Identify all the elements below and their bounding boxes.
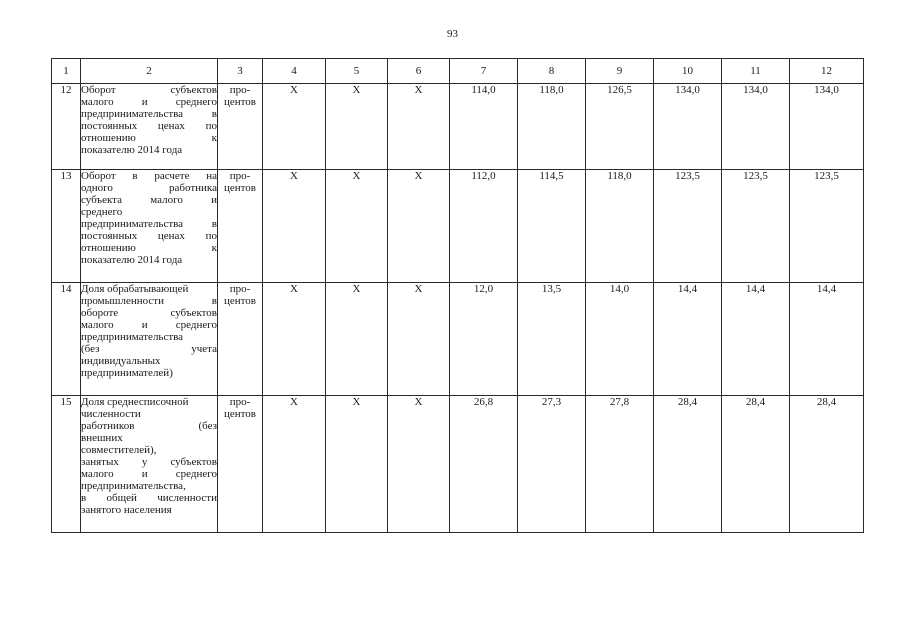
unit-line: про-	[229, 84, 251, 96]
value-cell: 123,5	[790, 170, 864, 283]
unit-cell	[218, 84, 263, 170]
unit-line: центов	[223, 182, 256, 194]
value-cell: 12,0	[450, 283, 518, 396]
value-cell: X	[263, 170, 326, 283]
table-row	[52, 396, 864, 533]
unit-cell	[218, 170, 263, 283]
value-cell: X	[326, 283, 388, 396]
indicator-table	[51, 58, 864, 533]
indicator-name-line: численности	[81, 408, 141, 420]
value-cell: X	[388, 283, 450, 396]
value-cell: 134,0	[654, 84, 722, 170]
column-header: 11	[722, 59, 790, 84]
value-cell: X	[388, 84, 450, 170]
value-cell: 118,0	[518, 84, 586, 170]
indicator-name-line: обороте субъектов	[81, 307, 217, 319]
value-cell: 14,4	[722, 283, 790, 396]
indicator-name-line: предпринимательства	[81, 331, 184, 343]
column-header: 5	[326, 59, 388, 84]
value-cell: X	[263, 396, 326, 533]
table-row	[52, 283, 864, 396]
row-number: 13	[52, 170, 81, 283]
value-cell: 27,3	[518, 396, 586, 533]
value-cell: 13,5	[518, 283, 586, 396]
row-number: 14	[52, 283, 81, 396]
value-cell: 134,0	[790, 84, 864, 170]
value-cell: 126,5	[586, 84, 654, 170]
indicator-name-line: занятых у субъектов	[81, 456, 217, 468]
indicator-name-line: постоянных ценах по	[81, 230, 217, 242]
table-row	[52, 170, 864, 283]
unit-line: про-	[229, 170, 251, 182]
indicator-name-line: малого и среднего	[81, 319, 217, 331]
indicator-name-line: промышленности в	[81, 295, 217, 307]
indicator-name-line: работников (без	[81, 420, 217, 432]
value-cell: 118,0	[586, 170, 654, 283]
unit-line: центов	[223, 96, 256, 108]
value-cell: 123,5	[722, 170, 790, 283]
value-cell: 123,5	[654, 170, 722, 283]
indicator-name-line: отношению к	[81, 242, 217, 254]
column-header: 7	[450, 59, 518, 84]
column-header: 12	[790, 59, 864, 84]
value-cell: 14,0	[586, 283, 654, 396]
value-cell: X	[263, 84, 326, 170]
value-cell: X	[326, 170, 388, 283]
value-cell: 27,8	[586, 396, 654, 533]
indicator-name-line: одного работника	[81, 182, 217, 194]
indicator-name	[81, 396, 218, 533]
unit-line: центов	[223, 295, 256, 307]
value-cell: X	[388, 396, 450, 533]
value-cell: X	[326, 84, 388, 170]
indicator-name-line: Доля обрабатывающей	[81, 283, 189, 295]
indicator-name-line: предпринимательства,	[81, 480, 186, 492]
indicator-name-line: постоянных ценах по	[81, 120, 217, 132]
value-cell: X	[326, 396, 388, 533]
indicator-name-line: в общей численности	[81, 492, 217, 504]
column-header: 2	[81, 59, 218, 84]
indicator-name-line: среднего	[81, 206, 123, 218]
table-header-row	[52, 59, 864, 84]
value-cell: X	[263, 283, 326, 396]
value-cell: X	[388, 170, 450, 283]
indicator-name-line: Оборот субъектов	[81, 84, 217, 96]
value-cell: 14,4	[654, 283, 722, 396]
row-number: 12	[52, 84, 81, 170]
value-cell: 28,4	[722, 396, 790, 533]
column-header: 1	[52, 59, 81, 84]
table-row	[52, 84, 864, 170]
indicator-name-line: малого и среднего	[81, 96, 217, 108]
indicator-name-line: показателю 2014 года	[81, 144, 183, 156]
unit-cell	[218, 396, 263, 533]
unit-line: центов	[223, 408, 256, 420]
indicator-name-line: индивидуальных	[81, 355, 161, 367]
page-number: 93	[447, 28, 458, 40]
value-cell: 112,0	[450, 170, 518, 283]
indicator-name	[81, 84, 218, 170]
value-cell: 134,0	[722, 84, 790, 170]
indicator-name-line: предпринимательства в	[81, 108, 217, 120]
indicator-name-line: (без учета	[81, 343, 217, 355]
indicator-name-line: отношению к	[81, 132, 217, 144]
unit-cell	[218, 283, 263, 396]
column-header: 4	[263, 59, 326, 84]
indicator-name-line: внешних	[81, 432, 123, 444]
column-header: 9	[586, 59, 654, 84]
indicator-name-line: Оборот в расчете на	[81, 170, 217, 182]
column-header: 6	[388, 59, 450, 84]
value-cell: 28,4	[790, 396, 864, 533]
column-header: 10	[654, 59, 722, 84]
value-cell: 14,4	[790, 283, 864, 396]
value-cell: 114,5	[518, 170, 586, 283]
indicator-name-line: Доля среднесписочной	[81, 396, 189, 408]
column-header: 3	[218, 59, 263, 84]
indicator-name-line: показателю 2014 года	[81, 254, 183, 266]
unit-line: про-	[229, 396, 251, 408]
value-cell: 28,4	[654, 396, 722, 533]
row-number: 15	[52, 396, 81, 533]
unit-line: про-	[229, 283, 251, 295]
indicator-name	[81, 170, 218, 283]
indicator-name-line: предпринимательства в	[81, 218, 217, 230]
indicator-name-line: предпринимателей)	[81, 367, 173, 379]
value-cell: 26,8	[450, 396, 518, 533]
indicator-name-line: совместителей),	[81, 444, 157, 456]
column-header: 8	[518, 59, 586, 84]
indicator-name-line: занятого населения	[81, 504, 172, 516]
indicator-name-line: малого и среднего	[81, 468, 217, 480]
indicator-name-line: субъекта малого и	[81, 194, 217, 206]
indicator-name	[81, 283, 218, 396]
value-cell: 114,0	[450, 84, 518, 170]
